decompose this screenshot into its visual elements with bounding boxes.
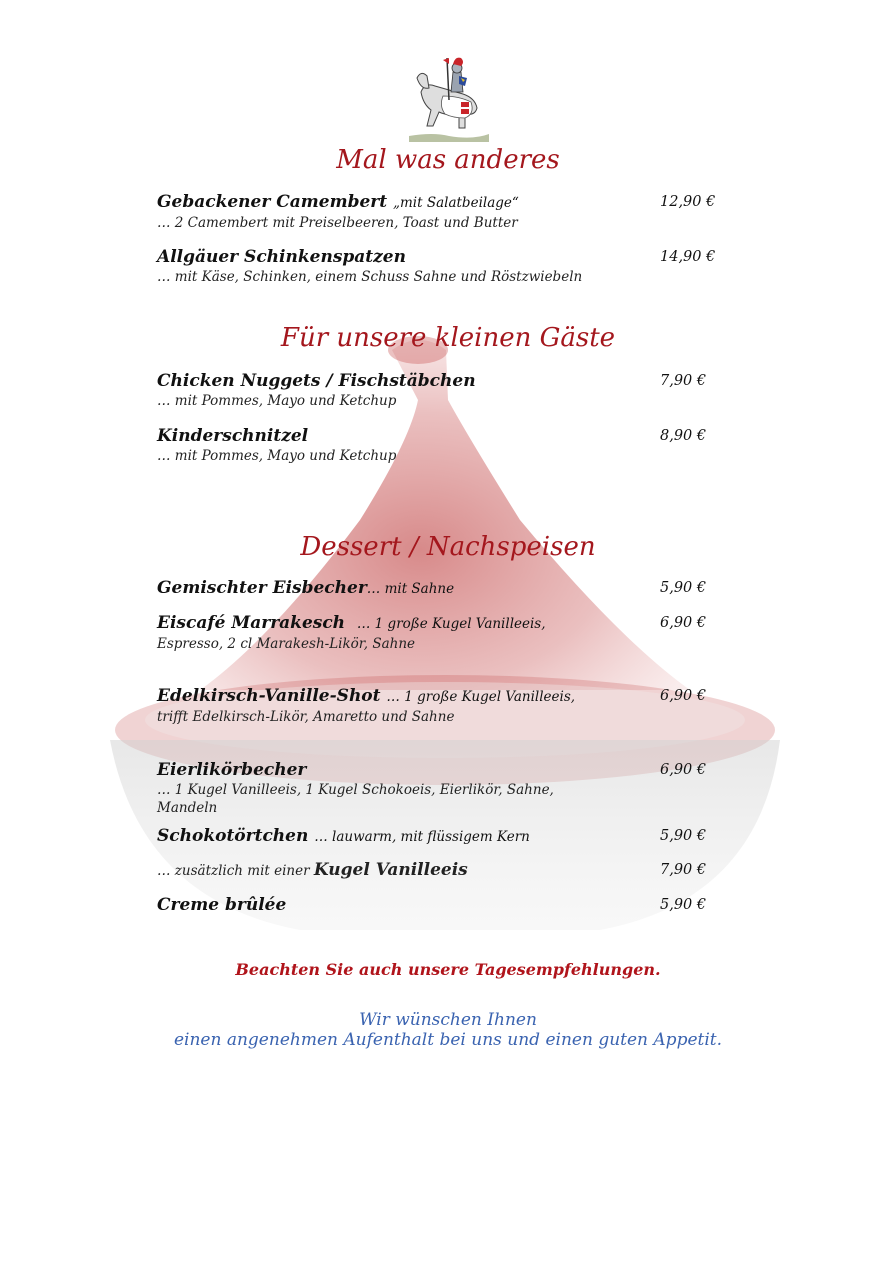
item-price: 5,90 € [660,828,707,844]
item-note: „mit Salatbeilage“ [393,195,519,211]
item-description: … mit Pommes, Mayo und Ketchup [157,393,397,409]
menu-item [157,826,717,848]
item-price: 14,90 € [660,249,716,265]
item-name: Kinderschnitzel [157,426,309,446]
item-price: 6,90 € [660,688,707,704]
section-title-kleine-gaeste: Für unsere kleinen Gäste [280,323,616,353]
section-title-dessert: Dessert / Nachspeisen [300,532,596,562]
item-name: Gemischter Eisbecher [157,578,367,598]
menu-item [157,760,717,817]
item-price: 7,90 € [660,862,707,878]
item-description-continued: Mandeln [157,800,218,816]
item-price: 5,90 € [660,580,707,596]
item-name: Allgäuer Schinkenspatzen [157,247,406,267]
item-name: Gebackener Camembert [157,192,388,212]
item-price: 7,90 € [660,373,707,389]
item-price: 12,90 € [660,194,716,210]
item-name: Creme brûlée [157,895,287,915]
item-name: Kugel Vanilleeis [313,860,468,880]
item-name: Edelkirsch-Vanille-Shot [157,686,381,706]
item-description: trifft Edelkirsch-Likör, Amaretto und Sahne [157,709,455,725]
item-price: 5,90 € [660,897,707,913]
item-name: Schokotörtchen [157,826,309,846]
menu-item [157,578,717,600]
knight-on-horse-icon [403,52,495,144]
menu-item [157,860,717,882]
item-price: 6,90 € [660,762,707,778]
item-price: 8,90 € [660,428,707,444]
section-title-mal-was-anderes: Mal was anderes [336,145,560,175]
item-name: Eierlikörbecher [157,760,307,780]
menu-item [157,686,717,726]
item-description: … 2 Camembert mit Preiselbeeren, Toast und Butter [157,215,518,231]
item-name: Chicken Nuggets / Fischstäbchen [157,371,476,391]
menu-item [157,613,717,653]
menu-item [157,426,717,465]
item-description: … mit Käse, Schinken, einem Schuss Sahne und Röstzwiebeln [157,269,583,285]
item-prefix: … zusätzlich mit einer [157,863,310,879]
item-description: … 1 Kugel Vanilleeis, 1 Kugel Schokoeis, Eierlikör, Sahne, [157,782,554,798]
menu-item [157,247,717,286]
item-note: … 1 große Kugel Vanilleeis, [386,689,576,705]
menu-item [157,192,717,232]
menu-item [157,895,717,916]
item-price: 6,90 € [660,615,707,631]
item-note: … lauwarm, mit flüssigem Kern [314,829,530,845]
closing-wish-line-1: Wir wünschen Ihnen [359,1010,537,1030]
menu-item [157,371,717,410]
item-description: Espresso, 2 cl Marakesh-Likör, Sahne [157,636,416,652]
item-name: Eiscafé Marrakesch [157,613,346,633]
closing-wish-line-2: einen angenehmen Aufenthalt bei uns und einen guten Appetit. [173,1030,723,1050]
item-note: … 1 große Kugel Vanilleeis, [356,616,546,632]
item-note: … mit Sahne [366,581,455,597]
daily-recommendation-note: Beachten Sie auch unsere Tagesempfehlungen. [235,960,661,979]
item-description: … mit Pommes, Mayo und Ketchup [157,448,397,464]
